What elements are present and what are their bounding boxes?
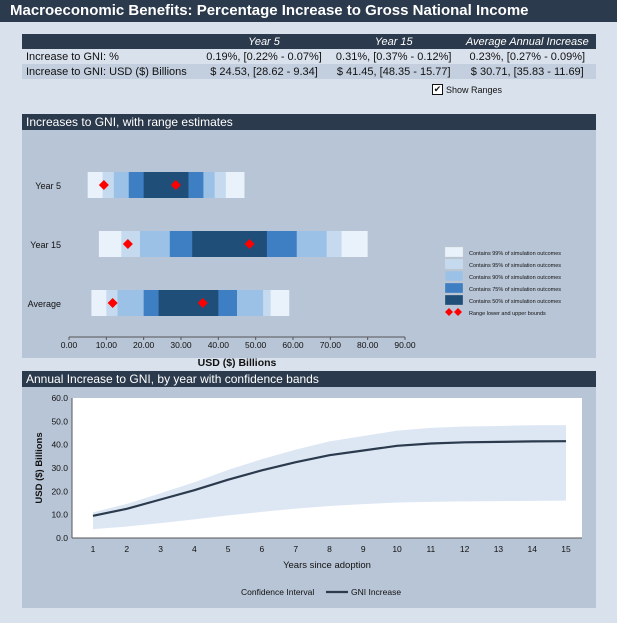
range-chart-title: Increases to GNI, with range estimates — [22, 114, 596, 130]
legend-label: Contains 99% of simulation outcomes — [469, 251, 562, 257]
x-tick-label: 10.00 — [95, 340, 117, 350]
summary-header-year15: Year 15 — [329, 34, 459, 49]
legend-swatch — [445, 283, 463, 293]
cell-value: $ 30.71, [35.83 - 11.69] — [459, 64, 596, 79]
row-label: Increase to GNI: % — [22, 49, 199, 64]
legend-swatch — [445, 247, 463, 257]
x-tick-label: 1 — [90, 544, 96, 554]
summary-header-year5: Year 5 — [199, 34, 329, 49]
legend-label: Confidence Interval — [241, 587, 315, 597]
annual-chart-panel — [22, 371, 596, 608]
range-band — [192, 231, 267, 257]
x-tick-label: 80.00 — [357, 340, 379, 350]
x-axis-title: USD ($) Billions — [197, 357, 277, 369]
legend-swatch — [445, 295, 463, 305]
legend-swatch — [445, 259, 463, 269]
y-tick-label: 50.0 — [51, 416, 68, 427]
range-band — [159, 290, 219, 316]
range-chart-panel — [22, 114, 596, 369]
legend-swatch — [445, 271, 463, 281]
x-tick-label: 20.00 — [133, 340, 155, 350]
x-tick-label: 14 — [527, 544, 537, 554]
category-label: Year 5 — [35, 181, 61, 191]
x-tick-label: 11 — [426, 544, 436, 554]
y-tick-label: 30.0 — [51, 463, 68, 473]
x-tick-label: 12 — [459, 544, 470, 554]
y-tick-label: 0.0 — [56, 533, 68, 543]
x-tick-label: 0.00 — [60, 340, 78, 350]
page-title: Macroeconomic Benefits: Percentage Increase to Gross National Income — [0, 0, 617, 22]
summary-header-average: Average Annual Increase — [459, 34, 596, 49]
legend-label: GNI Increase — [351, 587, 402, 597]
x-axis-title: Years since adoption — [283, 560, 371, 571]
range-chart — [22, 130, 596, 369]
x-tick-label: 3 — [158, 544, 163, 554]
x-tick-label: 8 — [327, 544, 332, 554]
cell-value: 0.23%, [0.27% - 0.09%] — [459, 49, 596, 64]
x-tick-label: 10 — [392, 544, 402, 554]
x-tick-label: 40.00 — [207, 340, 229, 350]
cell-value: $ 24.53, [28.62 - 9.34] — [199, 64, 329, 79]
x-tick-label: 90.00 — [394, 340, 416, 350]
x-tick-label: 9 — [360, 544, 366, 554]
legend-marker — [454, 308, 462, 316]
x-tick-label: 5 — [225, 544, 231, 554]
legend-marker — [445, 308, 453, 316]
y-tick-label: 40.0 — [51, 439, 68, 450]
table-row — [22, 64, 596, 79]
x-tick-label: 50.00 — [245, 340, 267, 350]
y-axis-title: USD ($) Billions — [34, 432, 45, 504]
x-tick-label: 13 — [493, 544, 504, 554]
y-tick-label: 10.0 — [51, 509, 68, 520]
show-ranges-checkbox[interactable]: ✔ — [433, 84, 442, 94]
x-tick-label: 30.00 — [170, 340, 192, 350]
y-tick-label: 20.0 — [51, 486, 68, 497]
x-tick-label: 70.00 — [319, 340, 341, 350]
y-tick-label: 60.0 — [51, 393, 68, 403]
legend-label: Contains 75% of simulation outcomes — [469, 287, 562, 293]
x-tick-label: 2 — [124, 544, 130, 554]
x-tick-label: 60.00 — [282, 340, 304, 350]
legend-label: Range lower and upper bounds — [469, 311, 546, 317]
range-band — [144, 172, 189, 198]
x-tick-label: 4 — [191, 544, 197, 554]
show-ranges-toggle[interactable] — [432, 84, 502, 95]
category-label: Average — [27, 299, 61, 309]
legend-label: Contains 90% of simulation outcomes — [469, 275, 562, 281]
summary-table — [22, 34, 596, 79]
x-tick-label: 15 — [561, 544, 571, 554]
cell-value: 0.19%, [0.22% - 0.07%] — [199, 49, 329, 64]
row-label: Increase to GNI: USD ($) Billions — [22, 64, 199, 79]
cell-value: $ 41.45, [48.35 - 15.77] — [329, 64, 459, 79]
legend-label: Contains 50% of simulation outcomes — [469, 299, 562, 305]
annual-chart-title: Annual Increase to GNI, by year with confidence bands — [22, 371, 596, 387]
show-ranges-label: Show Ranges — [446, 84, 503, 95]
table-row — [22, 49, 596, 64]
legend-label: Contains 95% of simulation outcomes — [469, 263, 562, 269]
category-label: Year 15 — [30, 240, 61, 250]
x-tick-label: 7 — [293, 544, 299, 554]
summary-header-blank — [22, 34, 199, 49]
x-tick-label: 6 — [259, 544, 265, 554]
cell-value: 0.31%, [0.37% - 0.12%] — [329, 49, 459, 64]
annual-chart — [22, 387, 596, 608]
